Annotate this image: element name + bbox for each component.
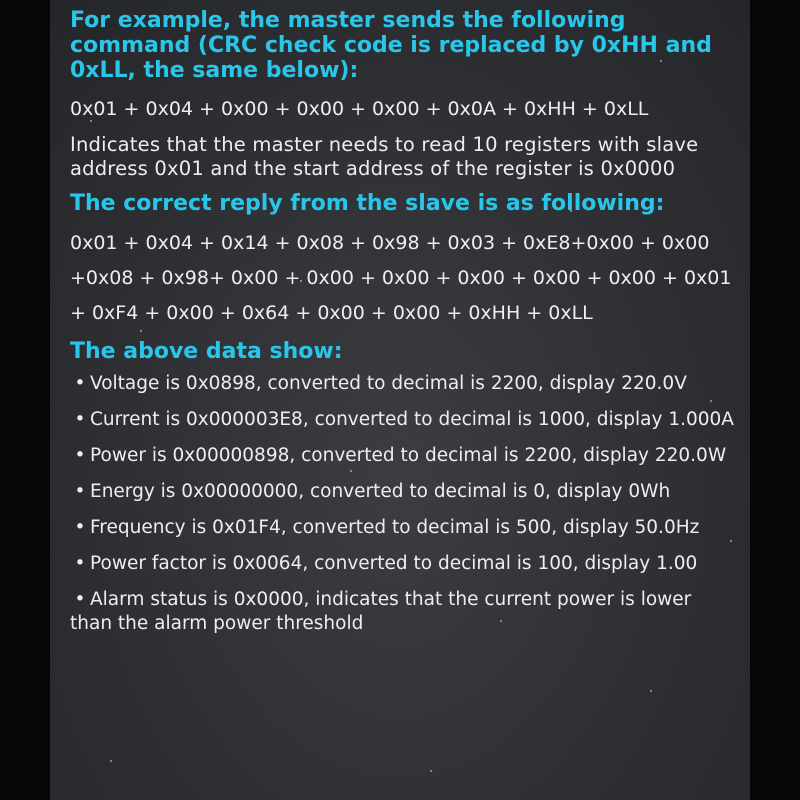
document-content xyxy=(70,8,735,648)
bullet-dot-icon: • xyxy=(74,445,86,466)
bullet-text: Current is 0x000003E8, converted to decimal is 1000, display 1.000A xyxy=(90,409,734,430)
bullet-text: Voltage is 0x0898, converted to decimal is 2200, display 220.0V xyxy=(90,373,687,394)
bullet-text: Power is 0x00000898, converted to decimal is 2200, display 220.0W xyxy=(90,445,727,466)
bullet-text: Energy is 0x00000000, converted to decimal is 0, display 0Wh xyxy=(90,481,671,502)
bullet-dot-icon: • xyxy=(74,553,86,574)
bullet-current xyxy=(70,408,735,432)
data-bullet-list xyxy=(70,372,735,636)
reply-line: + 0xF4 + 0x00 + 0x64 + 0x00 + 0x00 + 0xHH + 0xLL xyxy=(70,302,593,324)
bullet-power-factor xyxy=(70,552,735,576)
command-description: Indicates that the master needs to read 10 registers with slave address 0x01 and the start address of the register is 0x0000 xyxy=(70,133,699,180)
bullet-text: Power factor is 0x0064, converted to decimal is 100, display 1.00 xyxy=(90,553,698,574)
heading-data: The above data show: xyxy=(70,339,343,364)
heading-command: For example, the master sends the following command (CRC check code is replaced by 0xHH and 0xLL, the same below): xyxy=(70,8,712,83)
bullet-dot-icon: • xyxy=(74,589,86,610)
bullet-frequency xyxy=(70,516,735,540)
bullet-dot-icon: • xyxy=(74,481,86,502)
text-panel xyxy=(50,0,750,800)
bullet-text: Alarm status is 0x0000, indicates that the current power is lower than the alarm power threshold xyxy=(70,589,692,634)
bullet-alarm-status xyxy=(70,588,735,636)
heading-reply: The correct reply from the slave is as following: xyxy=(70,191,665,216)
command-line: 0x01 + 0x04 + 0x00 + 0x00 + 0x00 + 0x0A + 0xHH + 0xLL xyxy=(70,98,649,120)
bullet-dot-icon: • xyxy=(74,517,86,538)
bullet-dot-icon: • xyxy=(74,409,86,430)
bullet-dot-icon: • xyxy=(74,373,86,394)
reply-line: 0x01 + 0x04 + 0x14 + 0x08 + 0x98 + 0x03 + 0xE8+0x00 + 0x00 xyxy=(70,232,710,254)
bullet-voltage xyxy=(70,372,735,396)
reply-line: +0x08 + 0x98+ 0x00 + 0x00 + 0x00 + 0x00 + 0x00 + 0x00 + 0x01 xyxy=(70,267,732,289)
reply-code-block xyxy=(70,226,735,331)
bullet-text: Frequency is 0x01F4, converted to decimal is 500, display 50.0Hz xyxy=(90,517,700,538)
bullet-energy xyxy=(70,480,735,504)
bullet-power xyxy=(70,444,735,468)
